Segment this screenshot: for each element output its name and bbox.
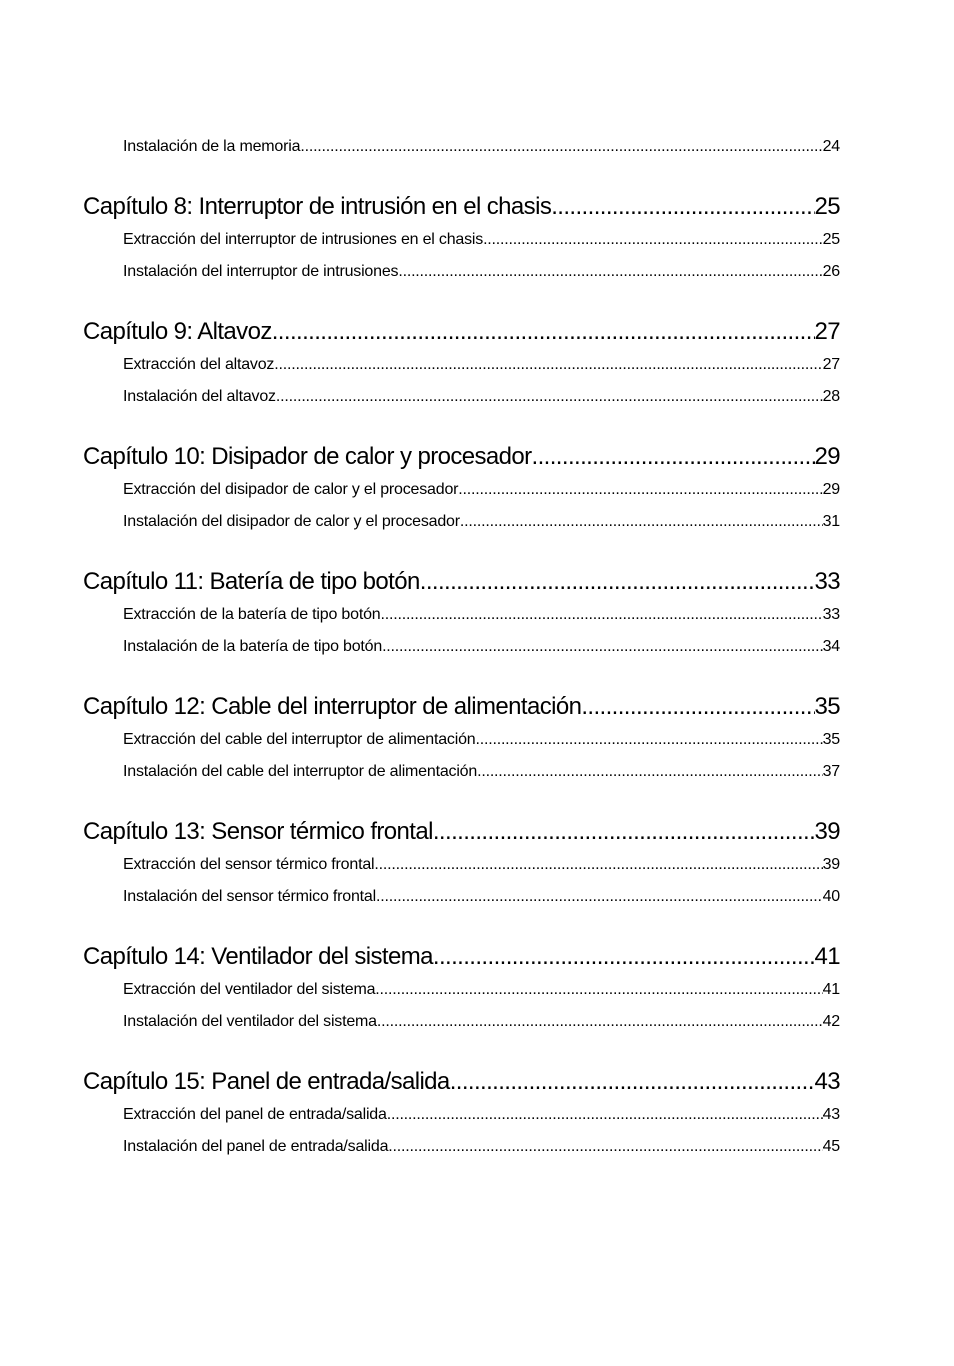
toc-entry-title: Instalación del panel de entrada/salida — [123, 1138, 389, 1155]
dot-leader — [276, 381, 823, 413]
toc-entry-title: Instalación del sensor térmico frontal — [123, 888, 376, 905]
toc-page-number: 43 — [822, 1106, 840, 1123]
toc-entry-sub[interactable] — [83, 1131, 840, 1163]
dot-leader — [551, 190, 814, 224]
toc-entry-title: Extracción del panel de entrada/salida — [123, 1106, 387, 1123]
toc-page-number: 35 — [814, 693, 840, 720]
toc-entry-sub[interactable] — [83, 881, 840, 913]
toc-entry-title: Extracción del altavoz — [123, 356, 275, 373]
toc-page-number: 24 — [822, 138, 840, 155]
toc-chapter-title: Capítulo 10: Disipador de calor y procesador — [83, 443, 532, 470]
toc-entry-title: Instalación de la memoria — [123, 138, 301, 155]
toc-entry-sub[interactable] — [83, 381, 840, 413]
toc-page-number: 28 — [822, 388, 840, 405]
toc-entry-sub[interactable] — [83, 506, 840, 538]
toc-entry-title: Extracción de la batería de tipo botón — [123, 606, 381, 623]
toc-page-number: 43 — [814, 1068, 840, 1095]
toc-page-number: 34 — [822, 638, 840, 655]
toc-entry-sub[interactable] — [83, 1006, 840, 1038]
toc-chapter-title: Capítulo 15: Panel de entrada/salida — [83, 1068, 450, 1095]
table-of-contents — [83, 131, 840, 1163]
dot-leader — [388, 1131, 822, 1163]
toc-page-number: 25 — [822, 231, 840, 248]
toc-entry-chapter[interactable] — [83, 690, 840, 724]
dot-leader — [450, 1065, 815, 1099]
toc-entry-sub[interactable] — [83, 256, 840, 288]
toc-chapter-title: Capítulo 12: Cable del interruptor de alimentación — [83, 693, 582, 720]
dot-leader — [475, 724, 822, 756]
toc-page-number: 27 — [814, 318, 840, 345]
dot-leader — [387, 1099, 823, 1131]
toc-entry-title: Extracción del cable del interruptor de alimentación — [123, 731, 476, 748]
toc-entry-chapter[interactable] — [83, 565, 840, 599]
dot-leader — [374, 849, 822, 881]
toc-entry-title: Extracción del sensor térmico frontal — [123, 856, 375, 873]
toc-entry-title: Instalación del interruptor de intrusiones — [123, 263, 399, 280]
dot-leader — [377, 1006, 823, 1038]
dot-leader — [420, 565, 815, 599]
toc-entry-title: Instalación del altavoz — [123, 388, 276, 405]
toc-chapter-title: Capítulo 9: Altavoz — [83, 318, 272, 345]
toc-entry-title: Instalación del disipador de calor y el procesador — [123, 513, 460, 530]
toc-page-number: 27 — [822, 356, 840, 373]
dot-leader — [382, 631, 823, 663]
toc-entry-chapter[interactable] — [83, 940, 840, 974]
toc-entry-chapter[interactable] — [83, 190, 840, 224]
toc-page-number: 42 — [822, 1013, 840, 1030]
toc-page-number: 39 — [814, 818, 840, 845]
toc-entry-chapter[interactable] — [83, 1065, 840, 1099]
toc-entry-sub[interactable] — [83, 224, 840, 256]
toc-entry-chapter[interactable] — [83, 440, 840, 474]
toc-page-number: 37 — [822, 763, 840, 780]
toc-entry-title: Extracción del ventilador del sistema — [123, 981, 376, 998]
dot-leader — [433, 940, 815, 974]
dot-leader — [380, 599, 822, 631]
toc-entry-chapter[interactable] — [83, 815, 840, 849]
toc-page-number: 29 — [814, 443, 840, 470]
dot-leader — [376, 881, 823, 913]
toc-entry-title: Extracción del interruptor de intrusiones en el chasis — [123, 231, 484, 248]
toc-page-number: 33 — [822, 606, 840, 623]
dot-leader — [274, 349, 822, 381]
toc-page-number: 41 — [822, 981, 840, 998]
toc-page-number: 41 — [814, 943, 840, 970]
toc-entry-sub[interactable] — [83, 131, 840, 163]
toc-entry-sub[interactable] — [83, 631, 840, 663]
toc-page-number: 31 — [822, 513, 840, 530]
dot-leader — [375, 974, 822, 1006]
toc-entry-sub[interactable] — [83, 724, 840, 756]
toc-chapter-title: Capítulo 13: Sensor térmico frontal — [83, 818, 433, 845]
dot-leader — [532, 440, 815, 474]
toc-entry-sub[interactable] — [83, 349, 840, 381]
dot-leader — [458, 474, 822, 506]
toc-page-number: 33 — [814, 568, 840, 595]
toc-page-number: 39 — [822, 856, 840, 873]
dot-leader — [398, 256, 822, 288]
dot-leader — [272, 315, 815, 349]
toc-entry-sub[interactable] — [83, 1099, 840, 1131]
toc-entry-title: Instalación del ventilador del sistema — [123, 1013, 377, 1030]
toc-entry-sub[interactable] — [83, 756, 840, 788]
dot-leader — [477, 756, 823, 788]
toc-page-number: 35 — [822, 731, 840, 748]
toc-entry-title: Extracción del disipador de calor y el procesador — [123, 481, 459, 498]
toc-chapter-title: Capítulo 14: Ventilador del sistema — [83, 943, 433, 970]
dot-leader — [483, 224, 823, 256]
toc-entry-sub[interactable] — [83, 849, 840, 881]
toc-chapter-title: Capítulo 8: Interruptor de intrusión en el chasis — [83, 193, 552, 220]
dot-leader — [300, 131, 822, 163]
toc-entry-sub[interactable] — [83, 474, 840, 506]
toc-entry-title: Instalación del cable del interruptor de alimentación — [123, 763, 478, 780]
toc-chapter-title: Capítulo 11: Batería de tipo botón — [83, 568, 420, 595]
toc-page-number: 26 — [822, 263, 840, 280]
toc-page-number: 45 — [822, 1138, 840, 1155]
toc-page-number: 40 — [822, 888, 840, 905]
dot-leader — [581, 690, 814, 724]
toc-entry-chapter[interactable] — [83, 315, 840, 349]
toc-page-number: 25 — [814, 193, 840, 220]
toc-entry-sub[interactable] — [83, 599, 840, 631]
dot-leader — [433, 815, 815, 849]
toc-page-number: 29 — [822, 481, 840, 498]
toc-entry-title: Instalación de la batería de tipo botón — [123, 638, 383, 655]
dot-leader — [460, 506, 823, 538]
toc-entry-sub[interactable] — [83, 974, 840, 1006]
